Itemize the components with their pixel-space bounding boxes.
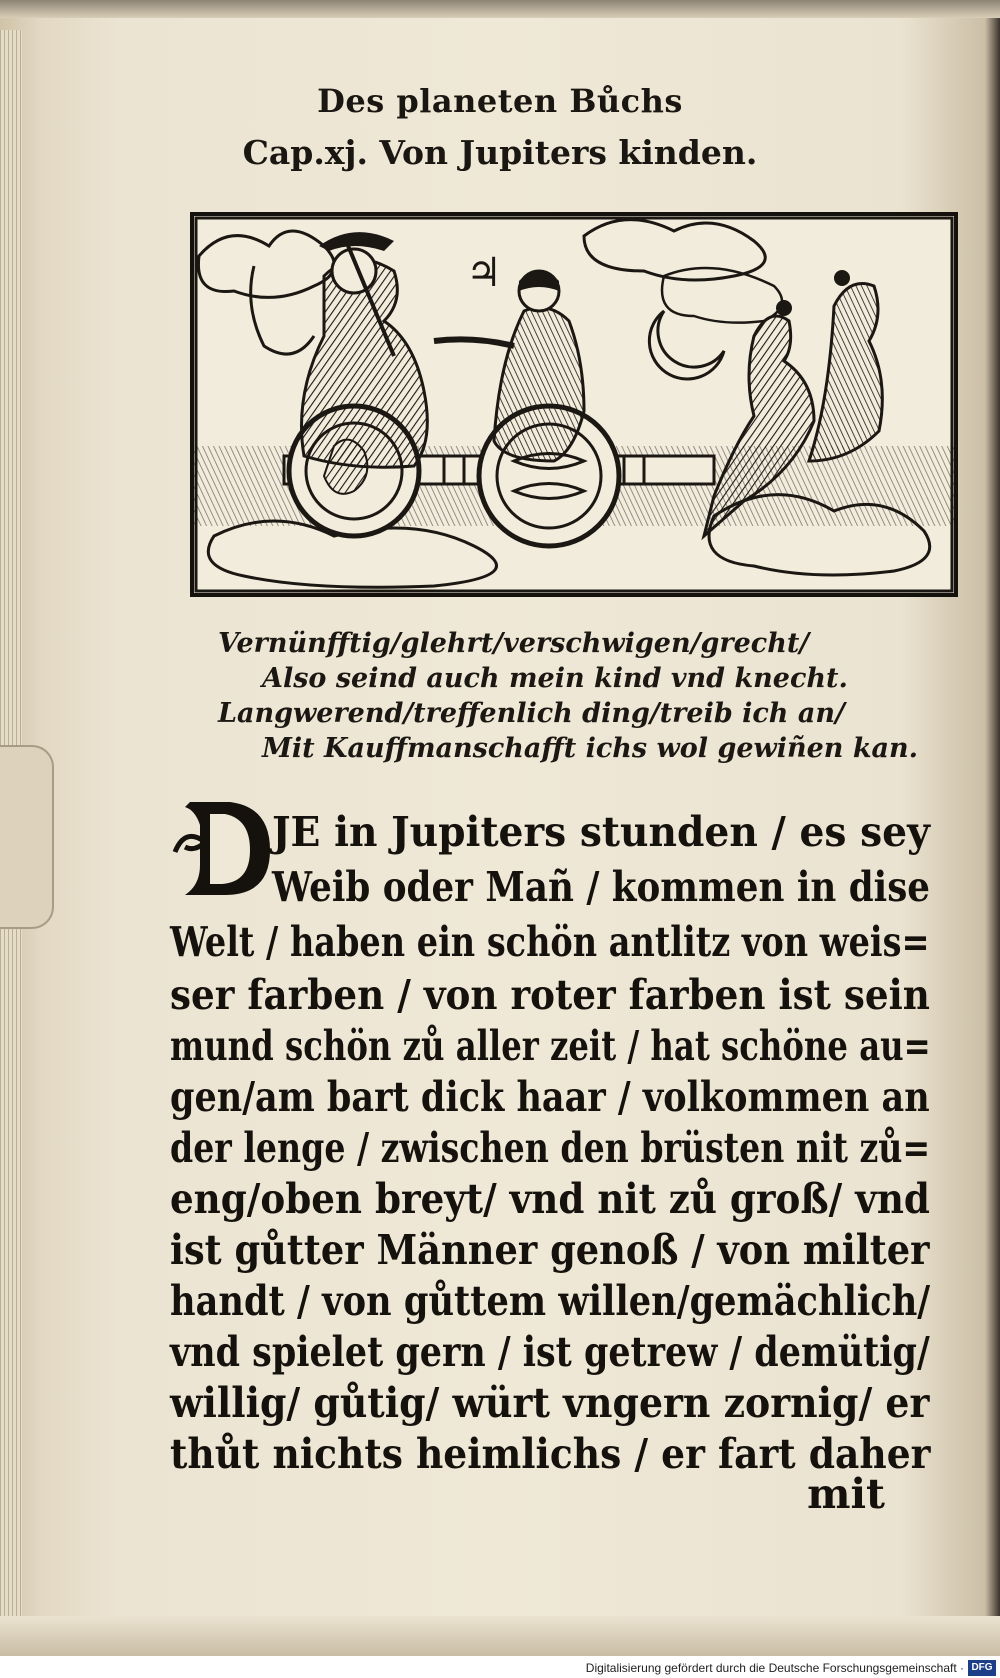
body-line: mund schön zů aller zeit / hat schöne au=	[170, 1022, 931, 1070]
body-line: handt / von gůttem willen/gemächlich/	[170, 1277, 931, 1325]
catchword: mit	[807, 1470, 885, 1518]
verse-line: Also seind auch mein kind vnd knecht.	[262, 663, 848, 694]
page-bottom-edge	[0, 1616, 1000, 1656]
woodcut-illustration	[190, 212, 958, 597]
body-line: Weib oder Mañ / kommen in dise	[272, 863, 931, 911]
body-line: Welt / haben ein schön antlitz von weis=	[170, 918, 930, 966]
body-line: thůt nichts heimlichs / er fart daher	[170, 1430, 931, 1478]
page-top-edge	[0, 0, 1000, 18]
body-line: gen/am bart dick haar / volkommen an	[170, 1073, 930, 1121]
decorated-initial	[170, 792, 270, 897]
body-line: ist gůtter Männer genoß / von milter	[170, 1226, 930, 1274]
body-line: eng/oben breyt/ vnd nit zů groß/ vnd	[170, 1175, 930, 1223]
body-line: vnd spielet gern / ist getrew / demütig/	[170, 1328, 930, 1376]
body-line: JE in Jupiters stunden / es sey	[272, 808, 930, 856]
chapter-heading: Cap.xj. Von Jupiters kinden.	[242, 133, 758, 172]
running-head: Des planeten Bůchs	[317, 82, 683, 120]
verse-line: Langwerend/treffenlich ding/treib ich an/	[218, 698, 845, 729]
digitization-footer	[0, 1656, 1000, 1678]
body-line: ser farben / von roter farben ist sein	[170, 971, 930, 1019]
dfg-logo: DFG	[968, 1660, 996, 1676]
footer-credit: Digitalisierung gefördert durch die Deutsche Forschungsgemeinschaft ·	[585, 1661, 964, 1675]
verse-line: Vernünfftig/glehrt/verschwigen/grecht/	[218, 628, 810, 659]
body-line: willig/ gůtig/ würt vngern zornig/ er	[170, 1379, 930, 1427]
verse-line: Mit Kauffmanschafft ichs wol gewiñen kan.	[262, 733, 919, 764]
body-line: der lenge / zwischen den brüsten nit zů=	[170, 1124, 931, 1172]
jupiter-symbol: ♃	[466, 249, 502, 296]
jupiter-chariot-woodcut	[194, 216, 954, 593]
book-clasp	[0, 745, 54, 929]
